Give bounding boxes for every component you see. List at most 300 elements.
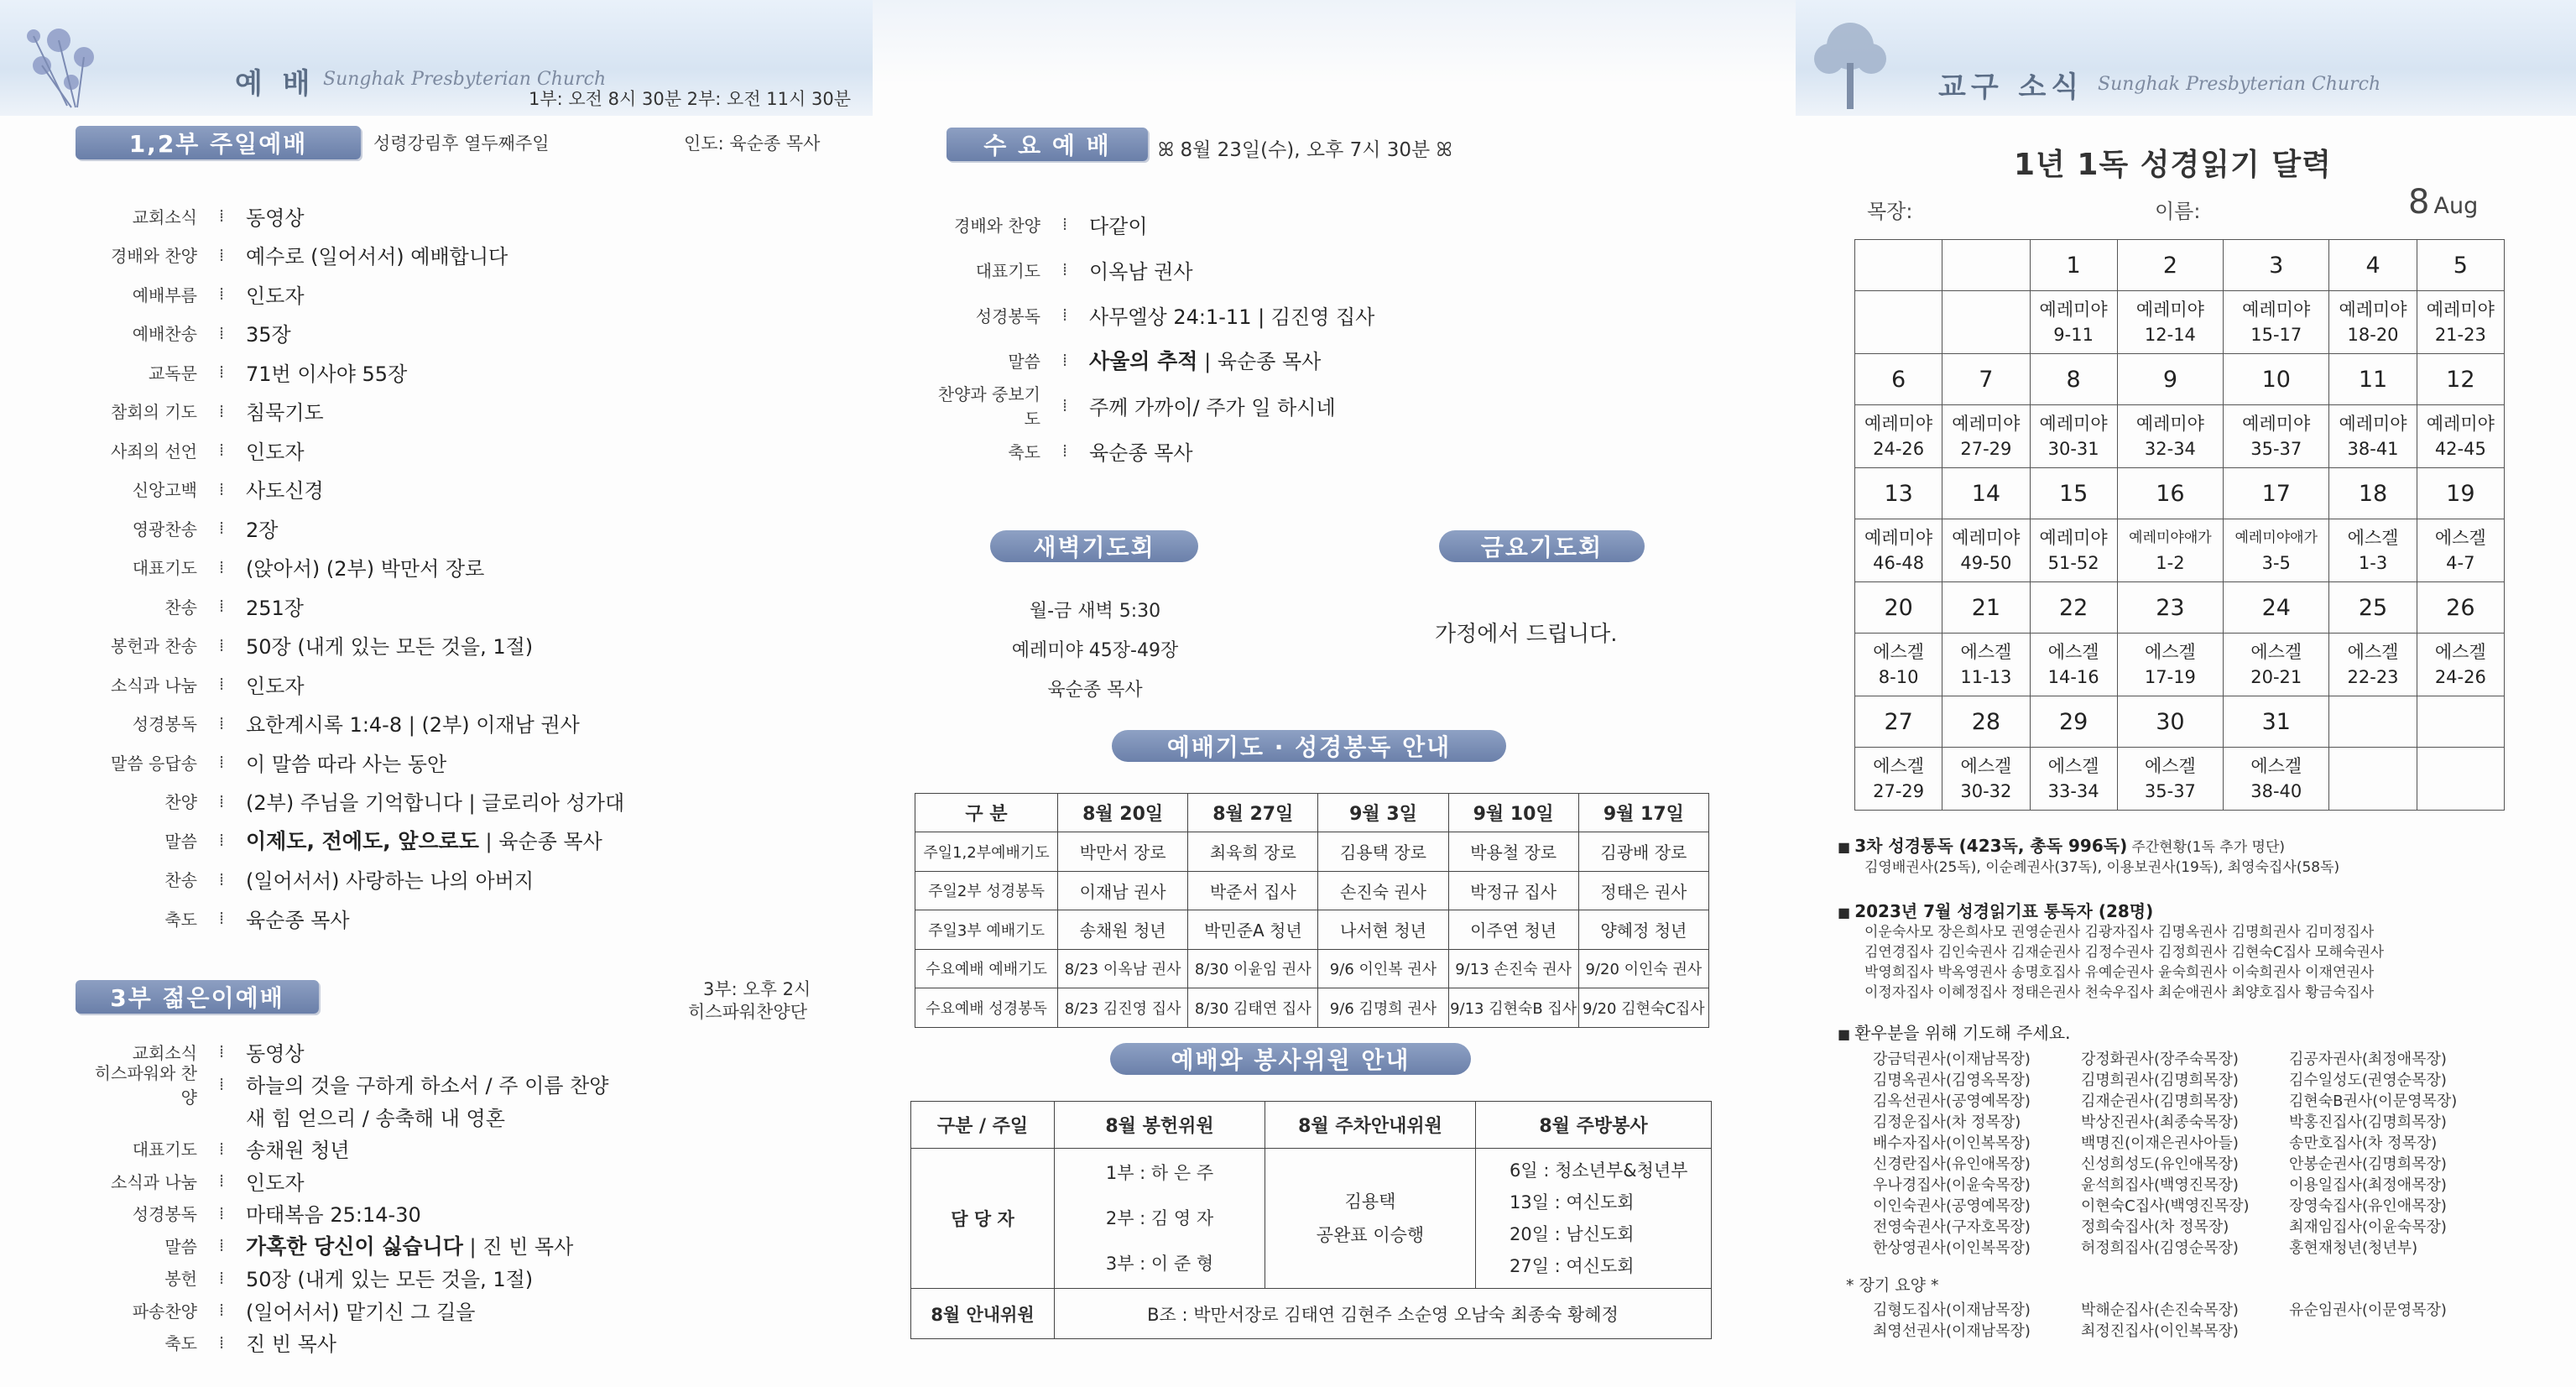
reading-book: 예레미야 — [2242, 414, 2311, 434]
prayer-name: 김명옥권사(김영옥목장) — [1873, 1072, 2031, 1089]
service-item-label: 축도 — [164, 1333, 197, 1354]
sermon-title: 이제도, 전에도, 앞으로도 — [246, 829, 479, 854]
prayer-name: 송만호집사(차 정목장) — [2289, 1134, 2438, 1152]
parking-member: 공완표 이승행 — [1316, 1225, 1425, 1245]
service-item-label: 예배찬송 — [132, 324, 197, 345]
service-item-value: 동영상 — [246, 1041, 305, 1066]
volunteers-title: 예배와 봉사위원 안내 — [1110, 1043, 1471, 1075]
reading-book: 에스겔 — [1960, 756, 2012, 776]
prayer-name: 김수일성도(권영순목장) — [2289, 1072, 2447, 1089]
calendar-reading — [1942, 291, 2030, 354]
calendar-reading — [2030, 634, 2117, 696]
service-item-label: 경배와 찬양 — [111, 246, 197, 267]
reading-book: 에스겔 — [2347, 642, 2399, 662]
table-row — [915, 910, 1709, 950]
service-item — [80, 1229, 608, 1262]
reading-chapters: 35-37 — [2250, 439, 2302, 459]
service-item-value: 2장 — [246, 518, 279, 542]
service-item-value: 주께 가까이/ 주가 일 하시네 — [1089, 395, 1336, 420]
prayer-name: 박상진권사(최종숙목장) — [2081, 1113, 2239, 1131]
table-cell: 나서현 청년 — [1318, 910, 1448, 950]
reading-book: 에스겔 — [2047, 756, 2099, 776]
prayer-name: 김공자권사(최정애목장) — [2289, 1051, 2447, 1068]
name-label: 이름: — [2155, 200, 2201, 223]
calendar-reading — [1942, 748, 2030, 811]
calendar-reading-row — [1855, 519, 2505, 582]
table-cell: 정태은 권사 — [1578, 871, 1708, 910]
calendar-reading — [2117, 634, 2223, 696]
row-label-cell: 주일3부 예배기도 — [915, 910, 1058, 950]
service-item — [80, 899, 624, 938]
calendar-day: 19 — [2417, 468, 2504, 519]
calendar-day: 29 — [2030, 696, 2117, 748]
calendar-day: 27 — [1855, 696, 1942, 748]
table-cell: 이재남 권사 — [1058, 871, 1188, 910]
reading-book: 예레미야 — [2135, 300, 2204, 320]
table-cell: 9/6 이인복 권사 — [1318, 949, 1448, 988]
name-row — [1873, 1238, 2497, 1259]
calendar-day: 30 — [2117, 696, 2223, 748]
calendar-day: 23 — [2117, 582, 2223, 634]
prayer-name: 김정운집사(차 정목장) — [1873, 1113, 2021, 1131]
service-item — [923, 247, 1374, 292]
offering-member: 2부 : 김 영 자 — [1105, 1208, 1214, 1228]
reading-chapters: 24-26 — [2434, 667, 2486, 687]
prayer-name: 최영선권사(이재남목장) — [1873, 1322, 2031, 1340]
reading-chapters: 3-5 — [2261, 553, 2291, 573]
table-cell: 9/13 김현숙B 집사 — [1448, 988, 1578, 1028]
calendar-reading — [1942, 634, 2030, 696]
reading-chapters: 38-40 — [2250, 781, 2302, 801]
offering-member: 1부 : 하 은 주 — [1105, 1163, 1214, 1183]
calendar-reading — [2030, 405, 2117, 468]
month-number: 8 — [2408, 183, 2430, 222]
service-item — [80, 782, 624, 821]
service-item-label: 대표기도 — [975, 260, 1040, 281]
dots-separator: ⁞ — [218, 1073, 225, 1094]
table-cell: 8/30 이윤임 권사 — [1188, 949, 1318, 988]
dots-separator: ⁞ — [1061, 259, 1068, 279]
service-item — [923, 292, 1374, 337]
table-header-cell: 9월 17일 — [1578, 794, 1708, 832]
dots-separator: ⁞ — [218, 322, 225, 343]
table-cell: 박만서 장로 — [1058, 832, 1188, 872]
prayer-name: 한상영권사(이인복목장) — [1873, 1239, 2031, 1257]
table-cell: 최육희 장로 — [1188, 832, 1318, 872]
reading-chapters: 27-29 — [1873, 781, 1925, 801]
service-item-value: (2부) 주님을 기억합니다 | 글로리아 성가대 — [246, 791, 625, 816]
vol-header-parking: 8월 주차안내위원 — [1265, 1102, 1476, 1149]
service-item-label: 교회소식 — [132, 206, 197, 227]
service-item — [923, 337, 1374, 383]
table-cell: 박용철 장로 — [1448, 832, 1578, 872]
ushers-label: 8월 안내위원 — [911, 1289, 1055, 1339]
prayer-name: 이인숙권사(공영예목장) — [1873, 1197, 2031, 1215]
service-item-label: 히스파워와 찬양 — [94, 1062, 197, 1108]
july-readers-title: 2023년 7월 성경읽기표 통독자 (28명) — [1854, 901, 2154, 921]
service-item — [80, 1197, 608, 1230]
service-item-value: 사무엘상 24:1-11 | 김진영 집사 — [1089, 305, 1375, 329]
service-item-label: 말씀 — [1008, 351, 1040, 372]
calendar-day: 26 — [2417, 582, 2504, 634]
table-cell: 김용택 장로 — [1318, 832, 1448, 872]
reading-chapters: 32-34 — [2144, 439, 2196, 459]
service-item-label: 참회의 기도 — [111, 402, 197, 423]
table-cell: 박정규 집사 — [1448, 871, 1578, 910]
name-row — [1873, 1091, 2497, 1112]
service-item-label: 성경봉독 — [132, 1204, 197, 1225]
calendar-reading — [2329, 405, 2417, 468]
calendar-reading-row — [1855, 634, 2505, 696]
service-item — [80, 704, 624, 743]
sunday-order-of-service — [80, 196, 624, 938]
prayer-name: 정희숙집사(차 정목장) — [2081, 1218, 2229, 1236]
reading-book: 에스겔 — [2250, 756, 2302, 776]
long-term-care-notice — [1846, 1275, 2497, 1342]
table-header-cell: 8월 27일 — [1188, 794, 1318, 832]
reading-book: 에스겔 — [2144, 756, 2196, 776]
youth-service-team: 히스파워찬양단 — [688, 1002, 808, 1022]
reading-chapters: 1-3 — [2358, 553, 2388, 573]
reading-chapters: 17-19 — [2144, 667, 2196, 687]
reading-chapters: 42-45 — [2434, 439, 2486, 459]
service-item — [80, 430, 624, 470]
reading-book: 예레미야 — [2242, 300, 2311, 320]
service-item — [80, 352, 624, 392]
service-item-value: (일어서서) 맡기신 그 길을 — [246, 1300, 476, 1324]
calendar-month — [2408, 183, 2478, 222]
calendar-day: 15 — [2030, 468, 2117, 519]
prayer-name: 김옥선권사(공영예목장) — [1873, 1092, 2031, 1110]
dots-separator: ⁞ — [1061, 350, 1068, 370]
vol-header-kitchen: 8월 주방봉사 — [1476, 1102, 1712, 1149]
sick-prayer-list — [1838, 1044, 2497, 1259]
service-item-value: 인도자 — [246, 674, 305, 698]
bullet-square-icon: ■ — [1838, 839, 1855, 855]
calendar-reading — [2030, 291, 2117, 354]
service-item-value: 251장 — [246, 596, 304, 620]
calendar-day: 22 — [2030, 582, 2117, 634]
dots-separator: ⁞ — [218, 596, 225, 617]
friday-prayer-text: 가정에서 드립니다. — [1435, 622, 1618, 647]
dots-separator: ⁞ — [218, 556, 225, 577]
bullet-square-icon: ■ — [1838, 1026, 1855, 1042]
row-label-cell: 주일1,2부예배기도 — [915, 832, 1058, 872]
calendar-day: 7 — [1942, 354, 2030, 405]
service-item-value: (앉아서) (2부) 박만서 장로 — [246, 557, 485, 581]
table-cell: 9/20 김현숙C집사 — [1578, 988, 1708, 1028]
reading-book: 에스겔 — [1873, 756, 1925, 776]
table-cell: 9/20 이인숙 권사 — [1578, 949, 1708, 988]
reading-chapters: 51-52 — [2047, 553, 2099, 573]
table-row — [915, 949, 1709, 988]
name-row — [1873, 1196, 2497, 1217]
table-cell: 9/6 김명희 권사 — [1318, 988, 1448, 1028]
calendar-reading — [1855, 291, 1942, 354]
service-item-value: 이옥남 권사 — [1089, 259, 1193, 284]
reading-chapters: 8-10 — [1878, 667, 1919, 687]
calendar-reading — [2417, 634, 2504, 696]
reading-book: 에스겔 — [2347, 528, 2399, 548]
service-item-value: 50장 (내게 있는 모든 것을, 1절) — [246, 635, 534, 660]
reading-book: 예레미야애가 — [2234, 529, 2318, 546]
reading-book: 예레미야애가 — [2129, 529, 2212, 546]
dots-separator: ⁞ — [1061, 214, 1068, 234]
service-item — [80, 392, 624, 431]
name-row — [1873, 1217, 2497, 1238]
service-item-value — [246, 1230, 573, 1260]
reading-book: 예레미야 — [2339, 414, 2407, 434]
service-item-label: 경배와 찬양 — [954, 215, 1040, 236]
wednesday-service-title: 수 요 예 배 — [946, 128, 1148, 161]
calendar-day: 2 — [2117, 240, 2223, 291]
calendar-reading — [2224, 291, 2329, 354]
service-item-label: 축도 — [164, 909, 197, 930]
prayer-name: 김재순권사(김명희목장) — [2081, 1092, 2239, 1110]
vol-parking-cell — [1265, 1149, 1476, 1289]
dots-separator: ⁞ — [218, 400, 225, 421]
dots-separator: ⁞ — [218, 518, 225, 539]
table-cell: 8/30 김태연 집사 — [1188, 988, 1318, 1028]
sunday-service-leader: 인도: 육순종 목사 — [684, 133, 821, 154]
kitchen-entry: 6일 : 청소년부&청년부 — [1510, 1160, 1688, 1181]
service-item — [80, 1062, 609, 1108]
calendar-date-row — [1855, 468, 2505, 519]
calendar-date-row — [1855, 354, 2505, 405]
service-item — [923, 383, 1374, 428]
prayer-name: 허정희집사(김영순목장) — [2081, 1239, 2239, 1257]
calendar-reading — [1855, 405, 1942, 468]
calendar-reading — [1855, 748, 1942, 811]
service-item-value: 인도자 — [246, 440, 305, 464]
dots-separator: ⁞ — [218, 1267, 225, 1288]
reading-chapters: 38-41 — [2347, 439, 2399, 459]
sermon-title: 사울의 추적 — [1089, 349, 1198, 373]
service-item-label: 소식과 나눔 — [111, 1171, 197, 1192]
reading-book: 예레미야 — [1952, 414, 2021, 434]
service-item-label: 봉헌과 찬송 — [111, 636, 197, 657]
service-item-value: 인도자 — [246, 284, 305, 308]
header-band-middle — [873, 0, 1796, 84]
table-cell: 박준서 집사 — [1188, 871, 1318, 910]
reading-chapters: 14-16 — [2047, 667, 2099, 687]
name-row — [1873, 1321, 2497, 1342]
table-row — [915, 988, 1709, 1028]
reading-book: 예레미야 — [1952, 528, 2021, 548]
service-item-value: 마태복음 25:14-30 — [246, 1203, 421, 1228]
reading-chapters: 4-7 — [2446, 553, 2475, 573]
service-item-value — [1089, 345, 1321, 375]
prayer-name: 최재임집사(이윤숙목장) — [2289, 1218, 2447, 1236]
service-item-label: 교독문 — [149, 362, 197, 383]
calendar-day — [1942, 240, 2030, 291]
dawn-prayer-title: 새벽기도회 — [990, 530, 1198, 562]
prayer-name: 강정화권사(장주숙목장) — [2081, 1051, 2239, 1068]
vol-kitchen-cell — [1476, 1149, 1712, 1289]
calendar-day — [2329, 696, 2417, 748]
prayer-name — [2289, 1321, 2497, 1342]
prayer-name: 우나경집사(이윤숙목장) — [1873, 1176, 2031, 1194]
flower-decoration-icon — [8, 7, 151, 112]
dots-separator: ⁞ — [218, 868, 225, 889]
service-item-label: 말씀 — [164, 1236, 197, 1257]
month-name: Aug — [2433, 193, 2479, 219]
prayer-name: 유순임권사(이문영목장) — [2289, 1301, 2447, 1319]
service-item — [80, 1133, 608, 1165]
calendar-reading — [2117, 405, 2223, 468]
reading-book: 에스겔 — [2434, 642, 2486, 662]
calendar-reading — [2417, 519, 2504, 582]
calendar-day: 17 — [2224, 468, 2329, 519]
calendar-day: 21 — [1942, 582, 2030, 634]
service-item — [80, 470, 624, 509]
parish-news-subtitle: Sunghak Presbyterian Church — [2098, 74, 2381, 95]
service-item-value: 인도자 — [246, 1171, 305, 1195]
dots-separator: ⁞ — [218, 206, 225, 227]
service-item — [80, 508, 624, 548]
service-item-value: 육순종 목사 — [1089, 441, 1193, 465]
service-item — [80, 821, 624, 860]
vol-header-offering: 8월 봉헌위원 — [1055, 1102, 1265, 1149]
service-item-value: 35장 — [246, 323, 291, 347]
parking-member: 김용택 — [1344, 1191, 1396, 1212]
service-item-label: 대표기도 — [132, 1139, 197, 1160]
dots-separator: ⁞ — [218, 830, 225, 851]
vol-header-category: 구분 / 주일 — [911, 1102, 1055, 1149]
calendar-reading — [1855, 634, 1942, 696]
table-row — [915, 832, 1709, 872]
calendar-reading — [1942, 519, 2030, 582]
offering-member: 3부 : 이 준 형 — [1105, 1254, 1214, 1274]
service-item-label: 성경봉독 — [975, 305, 1040, 326]
calendar-reading — [2117, 748, 2223, 811]
service-item-value: 동영상 — [246, 206, 305, 230]
service-item — [80, 1327, 608, 1359]
reading-chapters: 27-29 — [1960, 439, 2012, 459]
service-item-value: 새 힘 얻으리 / 송축해 내 영혼 — [246, 1106, 505, 1130]
calendar-day: 3 — [2224, 240, 2329, 291]
calendar-day — [2417, 696, 2504, 748]
dots-separator: ⁞ — [1061, 395, 1068, 415]
reading-book: 예레미야 — [2039, 300, 2108, 320]
calendar-reading — [2329, 519, 2417, 582]
name-row — [1873, 1133, 2497, 1154]
dots-separator: ⁞ — [218, 1300, 225, 1321]
sermon-preacher: | 진 빈 목사 — [462, 1235, 574, 1259]
july-readers-line: 김연경집사 김인숙권사 김재순권사 김정수권사 김정희권사 김현숙C집사 모해숙권사 — [1864, 944, 2385, 961]
service-item-value: (일어서서) 사랑하는 나의 아버지 — [246, 869, 534, 894]
service-item-value: 침묵기도 — [246, 401, 324, 425]
reading-book: 에스겔 — [2434, 528, 2486, 548]
dawn-prayer-passage: 예레미야 45장-49장 — [1011, 640, 1179, 661]
calendar-date-row — [1855, 582, 2505, 634]
calendar-day: 14 — [1942, 468, 2030, 519]
name-row — [1873, 1300, 2497, 1321]
prayer-reading-table — [915, 793, 1709, 1028]
calendar-day: 4 — [2329, 240, 2417, 291]
calendar-day: 28 — [1942, 696, 2030, 748]
name-row — [1873, 1049, 2497, 1070]
july-readers-line: 박영희집사 박옥영권사 송명호집사 유예순권사 윤숙희권사 이숙희권사 이재연권사 — [1864, 964, 2375, 981]
calendar-date-row — [1855, 240, 2505, 291]
reading-chapters: 35-37 — [2144, 781, 2196, 801]
service-item-value: 하늘의 것을 구하게 하소서 / 주 이름 찬양 — [246, 1074, 609, 1098]
volunteers-table — [910, 1101, 1712, 1339]
tree-decoration-icon — [1804, 17, 1896, 113]
july-readers-line: 이정자집사 이혜정집사 정태은권사 천숙우집사 최순애권사 최양호집사 황금숙집사 — [1864, 984, 2375, 1001]
row-label-cell: 수요예배 성경봉독 — [915, 988, 1058, 1028]
row-label-cell: 수요예배 예배기도 — [915, 949, 1058, 988]
reading-chapters: 20-21 — [2250, 667, 2302, 687]
prayer-name: 이현숙C집사(백영진목장) — [2081, 1197, 2250, 1215]
dots-separator: ⁞ — [218, 1332, 225, 1353]
bullet-square-icon: ■ — [1838, 905, 1855, 920]
calendar-day: 1 — [2030, 240, 2117, 291]
table-cell: 이주연 청년 — [1448, 910, 1578, 950]
vol-row-label: 담 당 자 — [911, 1149, 1055, 1289]
prayer-name: 신경란집사(유인애목장) — [1873, 1155, 2031, 1173]
reading-book: 예레미야 — [2039, 414, 2108, 434]
prayer-name: 배수자집사(이인복목장) — [1873, 1134, 2031, 1152]
reading-book: 예레미야 — [2426, 300, 2495, 320]
dots-separator: ⁞ — [1061, 441, 1068, 461]
youth-service-title: 3부 젊은이예배 — [76, 980, 319, 1014]
dots-separator: ⁞ — [218, 478, 225, 499]
calendar-reading — [2417, 291, 2504, 354]
prayer-name: 장영숙집사(유인애목장) — [2289, 1197, 2447, 1215]
sermon-title: 가혹한 당신이 싫습니다 — [246, 1234, 463, 1259]
worship-times: 1부: 오전 8시 30분 2부: 오전 11시 30분 — [529, 89, 851, 109]
table-cell: 박민준A 청년 — [1188, 910, 1318, 950]
calendar-reading — [2329, 291, 2417, 354]
table-header-cell: 9월 3일 — [1318, 794, 1448, 832]
service-item — [80, 314, 624, 353]
dots-separator: ⁞ — [1061, 305, 1068, 325]
youth-order-of-service — [80, 1035, 608, 1358]
service-item-label: 대표기도 — [132, 558, 197, 579]
prayer-name: 홍현재청년(청년부) — [2289, 1239, 2418, 1257]
service-item-label: 교회소식 — [132, 1042, 197, 1063]
prayer-reading-title: 예배기도 · 성경봉독 안내 — [1112, 730, 1506, 762]
prayer-name: 윤석희집사(백영진목장) — [2081, 1176, 2239, 1194]
reading3-names: 김영배권사(25독), 이순례권사(37독), 이용보권사(19독), 최영숙집사(58독) — [1864, 859, 2340, 876]
service-item-value: 진 빈 목사 — [246, 1332, 336, 1357]
july-readers-line: 이운숙사모 장은희사모 권영순권사 김광자집사 김명옥권사 김명희권사 김미정집사 — [1864, 924, 2375, 941]
calendar-day: 13 — [1855, 468, 1942, 519]
table-cell: 8/23 이옥남 권사 — [1058, 949, 1188, 988]
service-item-label: 사죄의 선언 — [111, 441, 197, 461]
service-item — [80, 1165, 608, 1197]
calendar-day: 5 — [2417, 240, 2504, 291]
parish-news-title: 교구 소식 — [1938, 70, 2084, 104]
service-item-value: 71번 이사야 55장 — [246, 362, 408, 386]
prayer-name: 김명희권사(김명희목장) — [2081, 1072, 2239, 1089]
wednesday-service-datetime — [1158, 134, 1452, 162]
dots-separator: ⁞ — [218, 362, 225, 383]
reading-chapters: 46-48 — [1873, 553, 1925, 573]
name-row — [1873, 1112, 2497, 1133]
reading-book: 예레미야 — [2135, 414, 2204, 434]
kitchen-entry: 27일 : 여신도회 — [1510, 1256, 1635, 1276]
dots-separator: ⁞ — [218, 712, 225, 733]
calendar-reading — [2417, 748, 2504, 811]
ornament-right-icon: ꕤ — [1430, 139, 1452, 161]
service-item-label: 축도 — [1008, 441, 1040, 462]
service-item-value: 50장 (내게 있는 모든 것을, 1절) — [246, 1268, 534, 1292]
service-item-label: 영광찬송 — [132, 519, 197, 540]
reading-chapters: 18-20 — [2347, 325, 2399, 345]
service-item-value: 이 말씀 따라 사는 동안 — [246, 752, 447, 776]
